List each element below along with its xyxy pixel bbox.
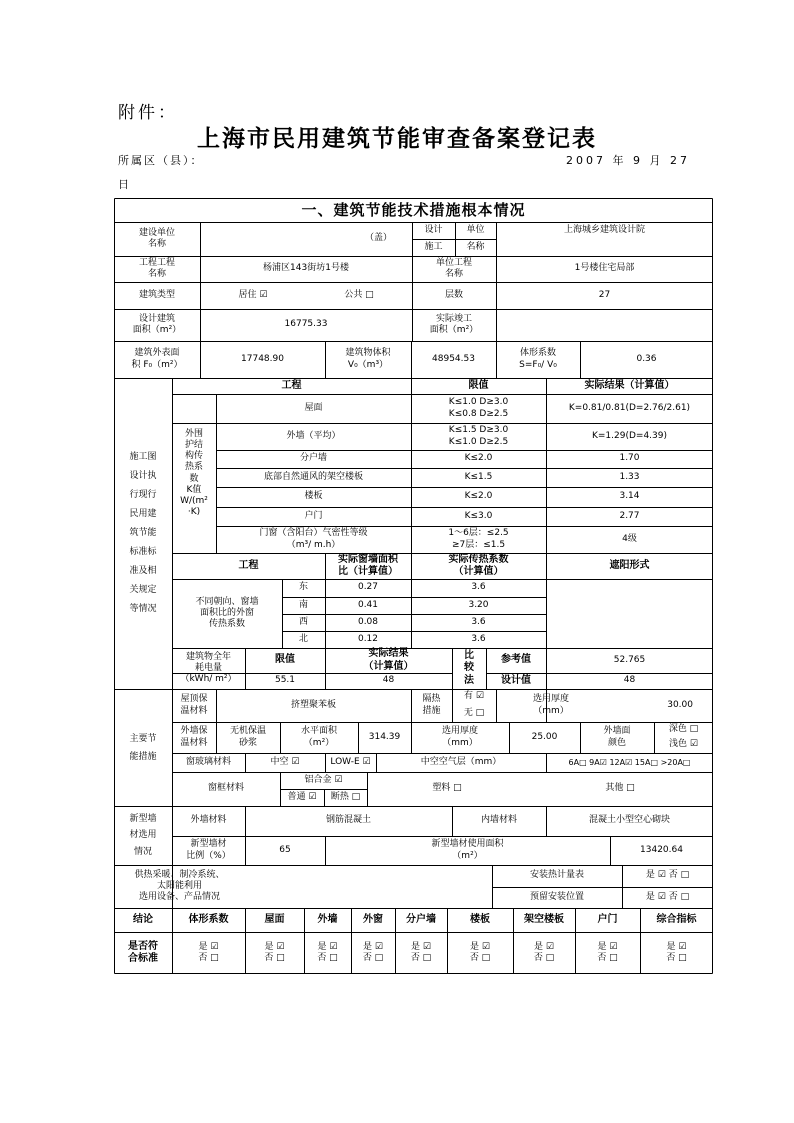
- frame-material-label: 窗框材料: [207, 783, 244, 794]
- color-light-checkbox[interactable]: 浅色 ☑: [669, 739, 698, 750]
- yes-checkbox[interactable]: 是 ☑: [470, 941, 490, 952]
- frame-normal-checkbox[interactable]: 普通 ☑: [287, 791, 317, 802]
- roof-thickness-label: 选用厚度 （mm）: [532, 694, 569, 716]
- heat-insulation-no[interactable]: 无 □: [463, 707, 485, 718]
- partition-wall-row-limit: K≤2.0: [464, 453, 493, 464]
- yes-checkbox[interactable]: 是 ☑: [264, 941, 285, 952]
- new-material-ratio-label: 新型墙材 比例（%）: [186, 839, 231, 861]
- no-checkbox[interactable]: 否 □: [666, 953, 687, 963]
- k-west: 3.6: [471, 616, 486, 627]
- design-label: 设计: [424, 224, 443, 235]
- date-text: 2007 年 9 月 27: [566, 154, 690, 167]
- compliance-outer-window[interactable]: [351, 932, 395, 974]
- glass-hollow-checkbox[interactable]: 中空 ☑: [270, 756, 300, 767]
- attachment-label: 附件：: [118, 103, 178, 123]
- new-material-area-label: 新型墙材使用面积 （m²）: [431, 839, 504, 861]
- floors-label: 层数: [444, 289, 463, 300]
- entrance-door-row-limit: K≤3.0: [464, 510, 493, 521]
- overall-header: 综合指标: [656, 913, 697, 925]
- builder-label: 建设单位 名称: [138, 227, 175, 249]
- wr-col-project: 工程: [238, 559, 259, 571]
- wall-area-label: 水平面积 （m²）: [300, 726, 337, 748]
- compliance-door[interactable]: [575, 932, 640, 974]
- yes-checkbox[interactable]: 是 ☑: [534, 941, 554, 952]
- building-type-label: 建筑类型: [138, 289, 175, 300]
- roof-row-name: 屋面: [304, 402, 323, 413]
- actual-area-value: [496, 309, 713, 341]
- compliance-overhead-floor[interactable]: [513, 932, 575, 974]
- single-project-value: 1号楼住宅局部: [574, 263, 635, 274]
- roof-thickness-value: 30.00: [667, 699, 693, 710]
- design-value-label: 设计值: [501, 674, 531, 686]
- k-south: 3.20: [468, 599, 489, 610]
- entrance-door-row-actual: 2.77: [619, 510, 640, 521]
- no-checkbox[interactable]: 否 □: [317, 953, 338, 963]
- roof-row-actual: K=0.81/0.81(D=2.76/2.61): [568, 402, 691, 413]
- reference-value: 52.765: [613, 654, 646, 665]
- section-title: 一、建筑节能技术措施根本情况: [301, 200, 526, 219]
- partition-wall-row-name: 分户墙: [299, 453, 327, 464]
- orientation-east: 东: [298, 582, 308, 593]
- k-north: 3.6: [471, 633, 486, 644]
- shape-coefficient-label: 体形系数 S=F₀/ V₀: [519, 348, 557, 370]
- single-project-label: 单位工程 名称: [435, 257, 472, 279]
- reference-label: 参考值: [501, 654, 531, 666]
- no-checkbox[interactable]: 否 □: [264, 953, 285, 963]
- design-area-value: 16775.33: [284, 319, 328, 330]
- energy-limit-value: 55.1: [274, 675, 296, 686]
- wr-col-ratio: 实际窗墙面积 比（计算值）: [338, 553, 398, 577]
- outer-wall-material-value: 钢筋混凝土: [325, 815, 371, 826]
- new-material-ratio-value: 65: [279, 844, 291, 855]
- envelope-k-label: 外围 护结 构传 热系 数 K值 W/(m² ·K): [180, 428, 208, 518]
- heat-meter-options[interactable]: 是 ☑ 否 □: [645, 870, 690, 881]
- residential-checkbox[interactable]: 居住 ☑: [238, 289, 268, 300]
- k-east: 3.6: [471, 582, 486, 593]
- partition-wall-header: 分户墙: [406, 913, 436, 925]
- overhead-floor-header: 架空楼板: [524, 913, 564, 925]
- yes-checkbox[interactable]: 是 ☑: [411, 941, 431, 952]
- compliance-overall[interactable]: [640, 932, 713, 974]
- yes-checkbox[interactable]: 是 ☑: [666, 941, 687, 952]
- wall-thickness-value: 25.00: [531, 731, 558, 742]
- entrance-door-row-name: 户门: [304, 510, 323, 521]
- yes-checkbox[interactable]: 是 ☑: [317, 941, 338, 952]
- yes-checkbox[interactable]: 是 ☑: [597, 941, 618, 952]
- heat-meter-label: 安装热计量表: [529, 870, 584, 881]
- heating-equipment-label: 供热采暖、制冷系统、 太阳能利用 选用设备、产品情况: [134, 869, 225, 903]
- glass-gap-label: 中空空气层（mm）: [420, 756, 502, 767]
- wall-area-value: 314.39: [368, 731, 401, 742]
- glass-lowe-checkbox[interactable]: LOW-E ☑: [330, 756, 371, 767]
- frame-broken-bridge-checkbox[interactable]: 断热 □: [330, 791, 361, 802]
- orientation-south: 南: [298, 599, 308, 610]
- wall-insulation-value: 无机保温 砂浆: [229, 726, 266, 748]
- new-material-area-value: 13420.64: [640, 844, 683, 855]
- glass-material-label: 窗玻璃材料: [185, 756, 231, 767]
- registration-form: [114, 198, 713, 974]
- yes-checkbox[interactable]: 是 ☑: [363, 941, 383, 952]
- energy-result-header: 实际结果 （计算值）: [363, 648, 414, 672]
- floors-value: 27: [598, 289, 611, 300]
- compliance-shape-coeff[interactable]: [172, 932, 245, 974]
- compliance-roof[interactable]: [245, 932, 304, 974]
- standards-side-label: 施工图 设计执 行现行 民用建 筑节能 标准标 准及相 关规定 等情况: [129, 452, 157, 614]
- no-checkbox[interactable]: 否 □: [362, 953, 384, 963]
- airtightness-name: 门窗（含阳台）气密性等级 （m³/ m.h）: [259, 528, 368, 550]
- design-area-label: 设计建筑 面积（m²）: [132, 313, 182, 335]
- compliance-partition-wall[interactable]: [395, 932, 447, 974]
- project-name-label: 工程工程 名称: [138, 257, 175, 279]
- project-name-value: 杨浦区143街坊1号楼: [263, 263, 349, 274]
- inner-wall-material-label: 内墙材料: [480, 815, 517, 826]
- roof-insulation-label: 屋顶保 温材料: [180, 694, 208, 716]
- ratio-north: 0.12: [357, 633, 379, 644]
- frame-other-checkbox[interactable]: 其他 □: [605, 783, 635, 794]
- overhead-floor-row-actual: 1.33: [619, 471, 640, 482]
- compliance-floor-slab[interactable]: [447, 932, 513, 974]
- compliance-row-label: 是否符 合标准: [128, 940, 158, 964]
- floor-slab-row-limit: K≤2.0: [464, 491, 493, 502]
- outer-area-label: 建筑外表面 积 F₀（m²）: [131, 348, 183, 370]
- construction-label: 施工: [424, 241, 443, 252]
- yes-checkbox[interactable]: 是 ☑: [198, 941, 219, 952]
- roof-row-limit: K≤1.0 D≥3.0 K≤0.8 D≥2.5: [448, 397, 509, 419]
- energy-result-value: 48: [382, 675, 395, 686]
- airtightness-actual: 4级: [622, 533, 637, 544]
- orientation-north: 北: [298, 633, 308, 644]
- volume-label: 建筑物体积 V₀（m³）: [345, 348, 391, 370]
- reserve-position-options[interactable]: 是 ☑ 否 □: [645, 891, 690, 902]
- outer-wall-row-actual: K=1.29(D=4.39): [591, 430, 667, 441]
- heat-insulation-label: 隔热 措施: [422, 694, 441, 716]
- measures-side-label: 主要节 能措施: [129, 733, 157, 762]
- wall-insulation-label: 外墙保 温材料: [180, 726, 208, 748]
- roof-insulation-value: 挤塑聚苯板: [290, 699, 336, 710]
- ratio-south: 0.41: [357, 599, 379, 610]
- no-checkbox[interactable]: 否 □: [469, 953, 491, 963]
- wr-col-k: 实际传热系数 （计算值）: [448, 553, 509, 577]
- wr-row-label: 不同朝向、窗墙 面积比的外窗 传热系数: [195, 596, 259, 630]
- inner-wall-material-value: 混凝土小型空心砌块: [588, 815, 670, 826]
- wr-col-shading: 遮阳形式: [609, 559, 650, 571]
- design-unit-value: 上海城乡建筑设计院: [563, 224, 645, 235]
- energy-label: 建筑物全年 耗电量 （kWh/ m²）: [180, 651, 237, 685]
- outer-wall-header: 外墙: [317, 913, 338, 925]
- partition-wall-row-actual: 1.70: [619, 453, 640, 464]
- overhead-floor-row-limit: K≤1.5: [464, 471, 493, 482]
- district-label: 所属区（县）：: [118, 154, 204, 167]
- unit-label: 单位: [466, 224, 485, 235]
- floor-slab-row-name: 楼板: [304, 491, 323, 502]
- energy-limit-header: 限值: [275, 654, 295, 666]
- roof-header: 屋面: [264, 913, 285, 925]
- floor-slab-row-actual: 3.14: [619, 491, 640, 502]
- floor-slab-header: 楼板: [470, 913, 490, 925]
- actual-area-label: 实际竣工 面积（m²）: [429, 313, 479, 335]
- outer-wall-row-limit: K≤1.5 D≥3.0 K≤1.0 D≥2.5: [448, 425, 509, 447]
- volume-value: 48954.53: [432, 353, 475, 364]
- color-dark-checkbox[interactable]: 深色 □: [668, 724, 699, 735]
- outer-window-header: 外窗: [363, 913, 383, 925]
- shape-coeff-header: 体形系数: [188, 913, 229, 925]
- public-checkbox[interactable]: 公共 □: [344, 289, 374, 300]
- door-header: 户门: [597, 913, 618, 925]
- date-day-suffix: 日: [118, 178, 129, 191]
- conclusion-header: 结论: [133, 913, 153, 925]
- reserve-position-label: 预留安装位置: [529, 891, 584, 902]
- no-checkbox[interactable]: 否 □: [410, 953, 432, 963]
- airtightness-limit: 1～6层：≤2.5 ≥7层：≤1.5: [448, 528, 509, 550]
- standards-col-project: 工程: [281, 379, 302, 391]
- compliance-outer-wall[interactable]: [304, 932, 351, 974]
- no-checkbox[interactable]: 否 □: [198, 953, 219, 963]
- overhead-floor-row-name: 底部自然通风的架空楼板: [263, 471, 363, 482]
- no-checkbox[interactable]: 否 □: [597, 953, 618, 963]
- wall-thickness-label: 选用厚度 （mm）: [441, 726, 478, 748]
- frame-plastic-checkbox[interactable]: 塑料 □: [432, 783, 462, 794]
- heat-insulation-yes[interactable]: 有 ☑: [464, 691, 484, 702]
- form-title: 上海市民用建筑节能审查备案登记表: [197, 126, 597, 152]
- no-checkbox[interactable]: 否 □: [533, 953, 555, 963]
- frame-alloy-checkbox[interactable]: 铝合金 ☑: [304, 774, 343, 785]
- design-value: 48: [623, 675, 636, 686]
- shape-coefficient-value: 0.36: [636, 353, 657, 364]
- ratio-west: 0.08: [357, 616, 379, 627]
- outer-wall-row-name: 外墙（平均）: [286, 430, 341, 441]
- compare-method-label: 比 较 法: [464, 649, 474, 686]
- builder-value: （盖）: [364, 233, 392, 244]
- standards-col-limit: 限值: [468, 379, 489, 391]
- standards-col-actual: 实际结果（计算值）: [584, 379, 675, 391]
- wall-material-side-label: 新型墙 材选用 情况: [129, 814, 157, 857]
- orientation-west: 西: [298, 616, 308, 627]
- name-label: 名称: [466, 241, 485, 252]
- wall-color-label: 外墙面 颜色: [603, 726, 631, 748]
- outer-area-value: 17748.90: [241, 353, 284, 364]
- glass-gap-options[interactable]: 6A□ 9A☑ 12A☑ 15A□ >20A□: [568, 757, 691, 767]
- outer-wall-material-label: 外墙材料: [190, 815, 227, 826]
- ratio-east: 0.27: [357, 582, 379, 593]
